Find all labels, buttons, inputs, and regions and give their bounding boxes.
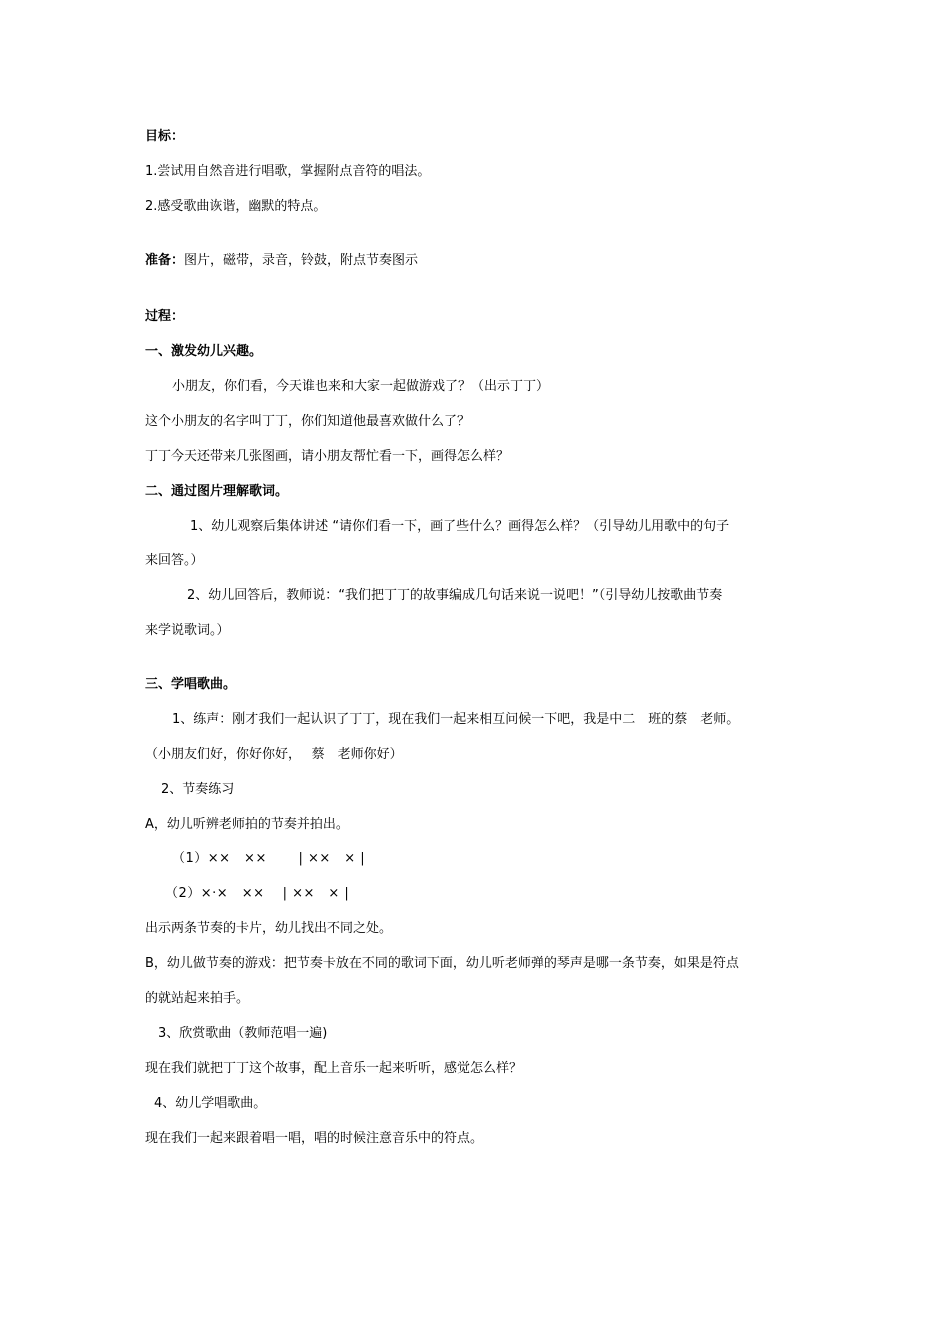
goal-heading: 目标：	[145, 129, 185, 144]
process-heading: 过程：	[145, 309, 185, 324]
preparation-line	[145, 252, 418, 270]
section-2-paragraph-1b: 来回答。）	[145, 553, 204, 568]
goal-item-2: 2.感受歌曲诙谐，幽默的特点。	[145, 199, 327, 214]
section-2-paragraph-2b: 来学说歌词。）	[145, 623, 230, 638]
section-3-heading: 三、学唱歌曲。	[145, 677, 237, 692]
rhythm-pattern-1: （1）×× ×× | ×× × |	[172, 851, 366, 866]
section-3-paragraph-1b: （小朋友们好，你好你好， 蔡 老师你好）	[145, 747, 403, 762]
section-3-item-3-text: 现在我们就把丁丁这个故事，配上音乐一起来听听，感觉怎么样？	[145, 1061, 523, 1076]
goal-item-1: 1.尝试用自然音进行唱歌，掌握附点音符的唱法。	[145, 164, 431, 179]
preparation-text: 图片，磁带，录音，铃鼓，附点节奏图示	[184, 253, 419, 268]
section-3-item-a: A，幼儿听辨老师拍的节奏并拍出。	[145, 817, 349, 832]
section-3-item-4: 4、幼儿学唱歌曲。	[154, 1096, 267, 1111]
section-3-item-4-text: 现在我们一起来跟着唱一唱，唱的时候注意音乐中的符点。	[145, 1131, 484, 1146]
section-1-paragraph-3: 丁丁今天还带来几张图画，请小朋友帮忙看一下，画得怎么样？	[145, 449, 510, 464]
section-2-paragraph-1a: 1、幼儿观察后集体讲述 “请你们看一下，画了些什么？画得怎么样？（引导幼儿用歌中的句子	[190, 519, 730, 534]
rhythm-pattern-2: （2）×·× ×× | ×× × |	[165, 886, 350, 901]
section-3-paragraph-1a: 1、练声：刚才我们一起认识了丁丁，现在我们一起来相互问候一下吧，我是中二 班的蔡 老师。	[172, 712, 740, 727]
section-3-item-3: 3、欣赏歌曲（教师范唱一遍)	[158, 1026, 328, 1041]
section-3-item-2: 2、节奏练习	[161, 782, 235, 797]
section-1-paragraph-1: 小朋友，你们看，今天谁也来和大家一起做游戏了？（出示丁丁）	[172, 379, 550, 394]
section-3-item-b-line-1: B，幼儿做节奏的游戏：把节奏卡放在不同的歌词下面，幼儿听老师弹的琴声是哪一条节奏，如果是符点	[145, 956, 739, 971]
section-3-cards: 出示两条节奏的卡片，幼儿找出不同之处。	[145, 921, 393, 936]
preparation-label: 准备：	[145, 253, 185, 268]
section-1-paragraph-2: 这个小朋友的名字叫丁丁，你们知道他最喜欢做什么了？	[145, 414, 471, 429]
section-2-paragraph-2a: 2、幼儿回答后，教师说：“我们把丁丁的故事编成几句话来说一说吧！”（引导幼儿按歌曲节奏	[187, 588, 723, 603]
section-2-heading: 二、通过图片理解歌词。	[145, 484, 289, 499]
section-1-heading: 一、激发幼儿兴趣。	[145, 344, 263, 359]
section-3-item-b-line-2: 的就站起来拍手。	[145, 991, 250, 1006]
